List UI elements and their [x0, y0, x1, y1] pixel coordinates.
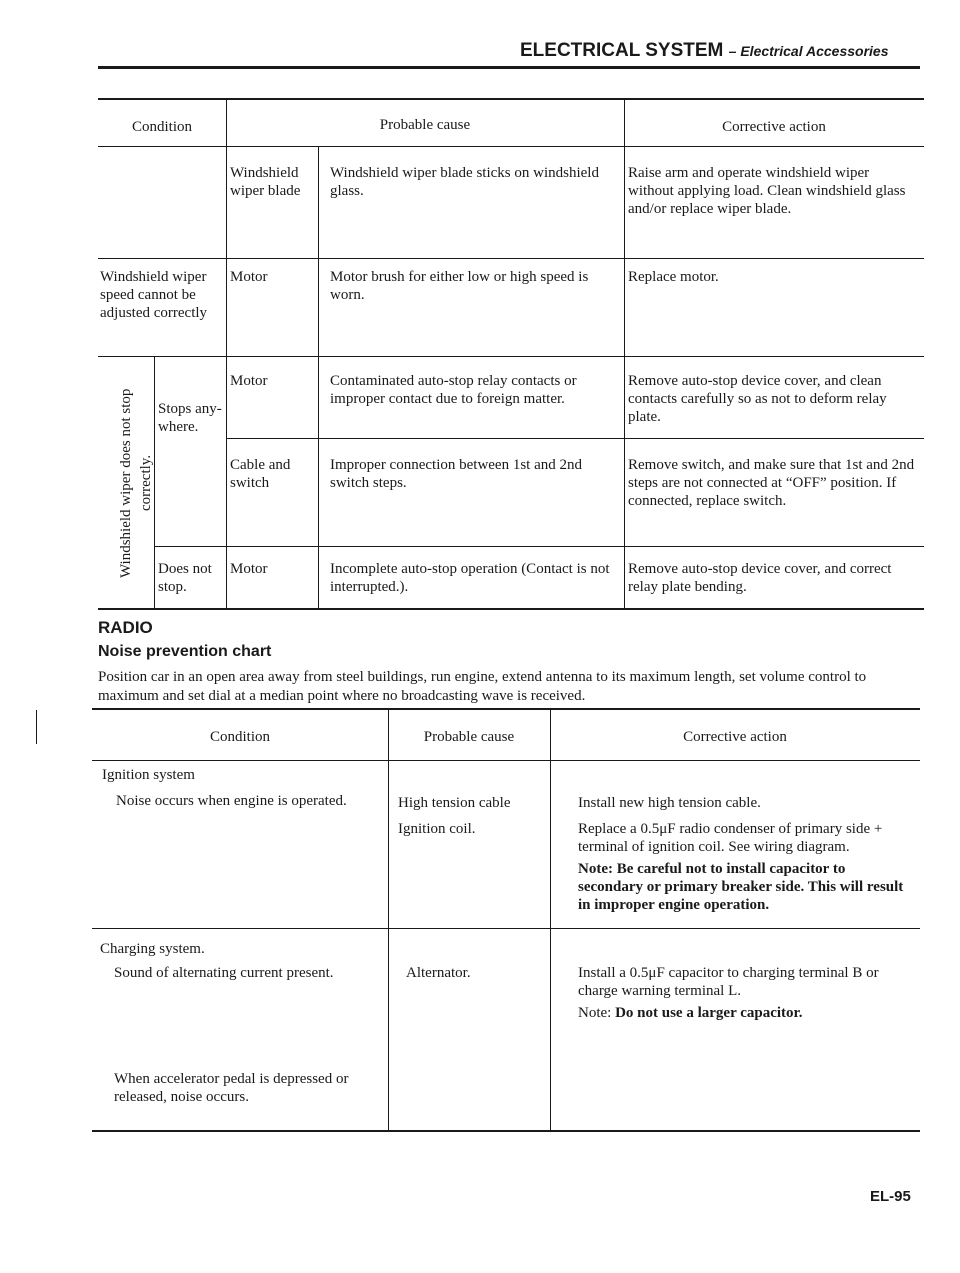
table-bottom-rule	[98, 608, 924, 610]
action-cell: Replace motor.	[628, 269, 719, 285]
cause-cell: Alternator.	[406, 965, 471, 981]
cause-cell: Ignition coil.	[398, 821, 476, 837]
row-rule	[92, 928, 920, 929]
cause-cell: Contaminated auto-stop relay contacts or improper contact due to foreign matter.	[330, 373, 577, 407]
note	[578, 860, 908, 914]
note-text: Be careful not to install capacitor to secondary or primary breaker side. This will result in improper engine operation.	[578, 861, 904, 913]
col-header-condition: Condition	[131, 119, 192, 135]
group-label-ignition: Ignition system	[102, 767, 195, 783]
header-bottom-rule	[98, 146, 924, 147]
cause-cell: Improper connection between 1st and 2nd switch steps.	[330, 457, 583, 491]
note-label: Note:	[578, 1005, 612, 1021]
note	[578, 1004, 908, 1022]
part-cell: Windshield wiper blade	[230, 165, 301, 199]
row-rule	[226, 438, 924, 439]
section-subtitle-noise: Noise prevention chart	[98, 643, 272, 660]
page-number: EL-95	[870, 1188, 911, 1205]
part-cell: Motor	[230, 561, 268, 577]
note-label: Note:	[578, 861, 613, 877]
column-rule	[388, 708, 389, 1132]
condition-cell: Sound of alternating current present.	[114, 965, 334, 981]
condition-cell: When accelerator pedal is depressed or released, noise occurs.	[114, 1071, 349, 1105]
column-rule	[318, 146, 319, 610]
part-cell: Motor	[230, 373, 268, 389]
part-cell: Cable and switch	[230, 457, 291, 491]
noise-prevention-table	[92, 708, 920, 1132]
col-header-cause: Probable cause	[423, 729, 515, 745]
col-header-action: Corrective action	[683, 729, 787, 745]
header-subtitle: – Electrical Accessories	[728, 43, 889, 59]
section-title-radio: RADIO	[98, 618, 153, 637]
sub-condition-cell: Stops any-where.	[158, 401, 222, 435]
column-rule	[226, 98, 227, 610]
action-cell: Install new high tension cable.	[578, 795, 761, 811]
action-cell: Install a 0.5μF capacitor to charging terminal B or charge warning terminal L.	[578, 965, 879, 999]
condition-cell: Noise occurs when engine is operated.	[116, 793, 347, 809]
cause-cell: Windshield wiper blade sticks on windshield glass.	[330, 165, 599, 199]
col-header-action: Corrective action	[722, 119, 826, 135]
table-top-rule	[92, 708, 920, 710]
condition-cell: Windshield wiper speed cannot be adjusted correctly	[100, 269, 208, 321]
cause-cell: High tension cable	[398, 795, 511, 811]
page-header	[520, 40, 888, 62]
header-rule	[98, 66, 920, 69]
header-title: ELECTRICAL SYSTEM	[520, 40, 724, 61]
action-cell: Remove switch, and make sure that 1st and 2nd steps are not connected at “OFF” position. If connected, replace switch.	[628, 457, 915, 509]
part-cell: Motor	[230, 269, 268, 285]
table-bottom-rule	[92, 1130, 920, 1132]
action-cell: Replace a 0.5μF radio condenser of primary side + terminal of ignition coil. See wiring diagram.	[578, 821, 883, 855]
col-header-condition: Condition	[209, 729, 270, 745]
header-bottom-rule	[92, 760, 920, 761]
column-rule	[624, 98, 625, 610]
row-rule	[98, 258, 924, 259]
table-top-rule	[98, 98, 924, 100]
cause-cell: Incomplete auto-stop operation (Contact is not interrupted.).	[330, 561, 610, 595]
group-label-charging: Charging system.	[100, 941, 205, 957]
cause-cell: Motor brush for either low or high speed is worn.	[330, 269, 589, 303]
column-rule	[550, 708, 551, 1132]
sub-condition-cell: Does not stop.	[158, 561, 212, 595]
action-cell: Raise arm and operate windshield wiper without applying load. Clean windshield glass and/or replace wiper blade.	[628, 165, 906, 217]
row-rule	[98, 356, 924, 357]
wiper-trouble-table	[98, 98, 924, 610]
row-rule	[154, 546, 924, 547]
action-cell: Remove auto-stop device cover, and clean contacts carefully so as not to deform relay plate.	[628, 373, 887, 425]
action-cell: Remove auto-stop device cover, and correct relay plate bending.	[628, 561, 892, 595]
margin-mark	[36, 710, 37, 744]
col-header-cause: Probable cause	[379, 117, 471, 133]
condition-vertical-label: Windshield wiper does not stop correctly.	[118, 388, 154, 578]
intro-paragraph: Position car in an open area away from steel buildings, run engine, extend antenna to its maximum length, set volume control to maximum and set dial at a median point where no broadcasting wave is received.	[98, 669, 867, 704]
note-text: Do not use a larger capacitor.	[615, 1005, 803, 1021]
